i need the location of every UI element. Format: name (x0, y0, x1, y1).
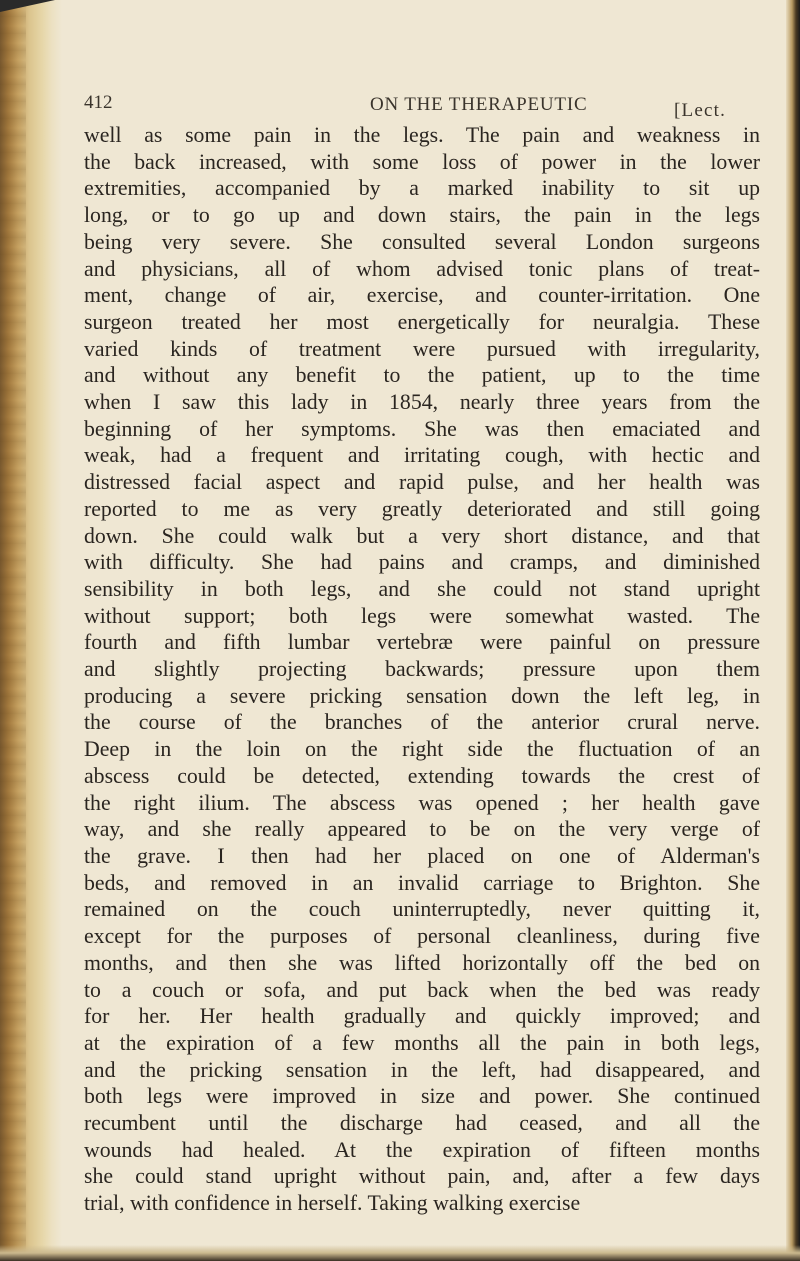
text-line: and slightly projecting backwards; pressure upon them (84, 657, 760, 682)
text-line: sensibility in both legs, and she could not stand upright (84, 576, 760, 601)
text-line: way, and she really appeared to be on the very verge of (84, 817, 760, 842)
text-line: down. She could walk but a very short distance, and that (84, 523, 760, 548)
text-line: and physicians, all of whom advised tonic plans of treat- (84, 256, 760, 281)
text-line: and without any benefit to the patient, up to the time (84, 363, 760, 388)
text-line: long, or to go up and down stairs, the pain in the legs (84, 203, 760, 228)
text-line: trial, with confidence in herself. Taking walking exercise (84, 1191, 581, 1216)
text-line: reported to me as very greatly deteriorated and still going (84, 496, 760, 521)
text-line: with difficulty. She had pains and cramps, and diminished (84, 550, 760, 575)
page-stack-edge (786, 0, 800, 1261)
text-line: abscess could be detected, extending towards the crest of (84, 763, 760, 788)
running-head-right: [Lect. (674, 100, 727, 121)
book-page (84, 78, 760, 1217)
text-line: without support; both legs were somewhat wasted. The (84, 603, 760, 628)
text-line: the course of the branches of the anterior crural nerve. (84, 710, 760, 735)
text-line: being very severe. She consulted several London surgeons (84, 229, 760, 254)
page-corner (0, 0, 55, 12)
text-line: ment, change of air, exercise, and counter-irritation. One (84, 283, 760, 308)
running-head (84, 78, 760, 122)
text-line: distressed facial aspect and rapid pulse, and her health was (84, 470, 760, 495)
body-paragraph (84, 122, 760, 1217)
text-line: the right ilium. The abscess was opened ; her health gave (84, 790, 760, 815)
binding-shadow (0, 0, 26, 1261)
text-line: varied kinds of treatment were pursued with irregularity, (84, 336, 760, 361)
text-line: for her. Her health gradually and quickly improved; and (84, 1004, 760, 1029)
text-line: except for the purposes of personal cleanliness, during five (84, 924, 760, 949)
text-line: surgeon treated her most energetically for neuralgia. These (84, 309, 760, 334)
page-number: 412 (84, 92, 113, 113)
text-line: weak, had a frequent and irritating cough, with hectic and (84, 443, 760, 468)
text-line: the grave. I then had her placed on one of Alderman's (84, 843, 760, 868)
text-line: remained on the couch uninterruptedly, never quitting it, (84, 897, 760, 922)
text-line: and the pricking sensation in the left, had disappeared, and (84, 1057, 760, 1082)
text-line: she could stand upright without pain, and, after a few days (84, 1164, 760, 1189)
text-line: at the expiration of a few months all the pain in both legs, (84, 1030, 760, 1055)
text-line: Deep in the loin on the right side the fluctuation of an (84, 737, 760, 762)
text-line: to a couch or sofa, and put back when the bed was ready (84, 977, 760, 1002)
text-line: beginning of her symptoms. She was then emaciated and (84, 416, 760, 441)
text-line: producing a severe pricking sensation down the left leg, in (84, 683, 760, 708)
text-line: extremities, accompanied by a marked inability to sit up (84, 176, 760, 201)
text-line: beds, and removed in an invalid carriage to Brighton. She (84, 870, 760, 895)
text-line: wounds had healed. At the expiration of fifteen months (84, 1137, 760, 1162)
text-line: recumbent until the discharge had ceased, and all the (84, 1111, 760, 1136)
page-bottom-edge (0, 1245, 800, 1261)
text-line: months, and then she was lifted horizontally off the bed on (84, 950, 760, 975)
running-title: ON THE THERAPEUTIC (370, 94, 588, 115)
text-line: both legs were improved in size and power. She continued (84, 1084, 760, 1109)
text-line: when I saw this lady in 1854, nearly three years from the (84, 390, 760, 415)
text-line: fourth and fifth lumbar vertebræ were painful on pressure (84, 630, 760, 655)
text-line: well as some pain in the legs. The pain and weakness in (84, 123, 760, 147)
text-line: the back increased, with some loss of power in the lower (84, 149, 760, 174)
